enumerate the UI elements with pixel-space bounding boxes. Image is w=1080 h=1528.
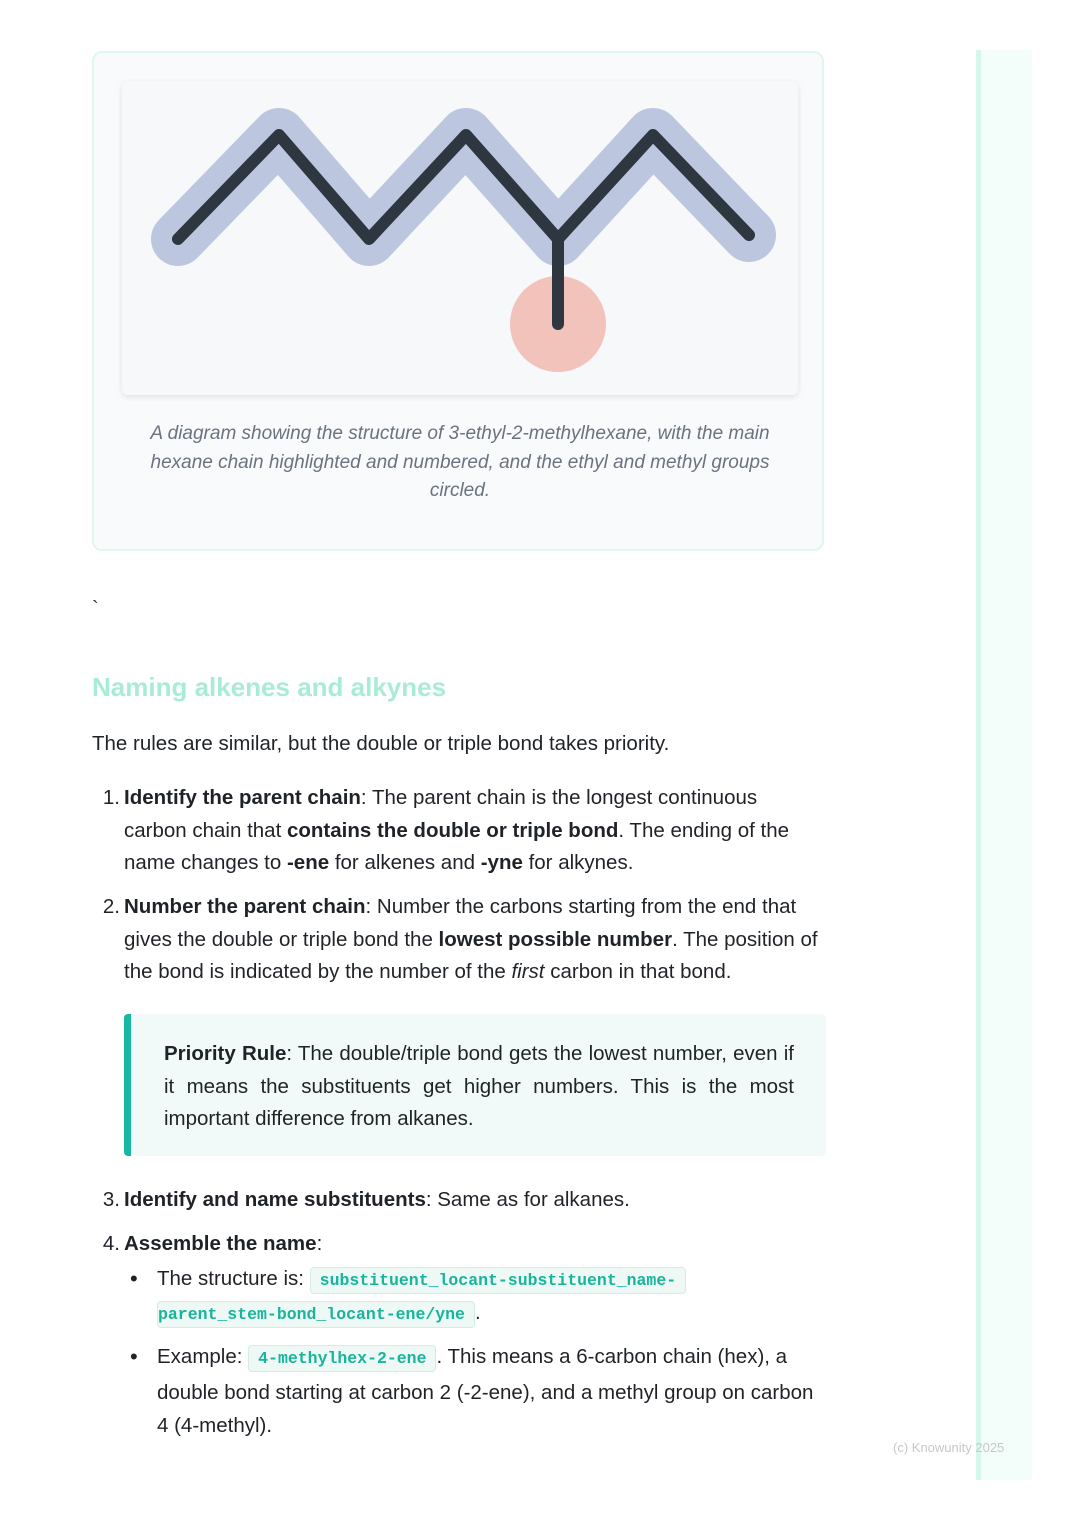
step-text: : (316, 1232, 323, 1255)
callout-title: Priority Rule (164, 1042, 287, 1065)
bullet-text: . This means a 6-carbon chain (hex), a double bond starting at carbon 2 (-2-ene), and a methyl group on carbon 4 (4-methyl). (157, 1345, 814, 1437)
step-number-parent-chain (124, 891, 826, 989)
emphasis: lowest possible number (438, 927, 673, 951)
figure-caption: A diagram showing the structure of 3-ethyl-2-methylhexane, with the main hexane chain highlighted and numbered, and the ethyl and methyl groups circled. (150, 423, 770, 501)
bullet-label: Example: (157, 1345, 249, 1368)
step-text: : Same as for alkanes. (425, 1188, 630, 1211)
bullet-dot: • (130, 1266, 138, 1291)
side-rail-background (976, 50, 1032, 1480)
copyright-footer: (c) Knowunity 2025 (893, 1440, 1005, 1455)
step-title: Identify and name substituents (124, 1188, 426, 1211)
step-number: 4. (102, 1232, 120, 1255)
step-text: . The position of the bond is indicated by the number of the (124, 927, 818, 983)
code-chip: parent_stem-bond_locant-ene/yne (157, 1301, 475, 1328)
bullet-example (157, 1340, 825, 1443)
molecule-svg (122, 81, 798, 395)
step-title: Number the parent chain (124, 895, 366, 918)
step-text: : The parent chain is the longest continuous carbon chain that (124, 786, 758, 842)
step-text: for alkenes and (329, 851, 481, 874)
step-assemble-name (124, 1228, 824, 1261)
side-rail (976, 50, 981, 1480)
step-title: Assemble the name (124, 1232, 317, 1255)
section-heading: Naming alkenes and alkynes (92, 672, 447, 702)
bullet-label: The structure is: (157, 1267, 310, 1290)
intro-text: The rules are similar, but the double or triple bond takes priority. (92, 732, 670, 755)
step-number: 3. (102, 1188, 120, 1211)
emphasis: -ene (286, 851, 330, 874)
bullet-structure (157, 1262, 757, 1298)
emphasis: contains the double or triple bond (286, 818, 619, 842)
bullet-dot: • (130, 1344, 138, 1369)
figure-card (92, 51, 824, 551)
step-identify-substituents (124, 1184, 824, 1217)
molecule-diagram (122, 81, 798, 395)
step-text: for alkynes. (522, 851, 634, 874)
code-chip: 4-methylhex-2-ene (248, 1345, 436, 1372)
bullet-structure-cont (157, 1296, 757, 1332)
step-text: . The ending of the name changes to (124, 818, 789, 874)
stray-mark: ` (92, 598, 99, 620)
emphasis-italic: first (511, 960, 545, 983)
emphasis: -yne (480, 851, 523, 874)
callout-body: : The double/triple bond gets the lowest number, even if it means the substituents get higher numbers. This is the most important difference from alkanes. (164, 1042, 794, 1130)
bullet-text: . (474, 1301, 481, 1324)
priority-rule-callout (124, 1014, 826, 1156)
step-identify-parent-chain (124, 782, 824, 880)
step-number: 2. (102, 895, 120, 918)
callout-text (164, 1038, 794, 1136)
step-number: 1. (102, 786, 120, 809)
step-text: : Number the carbons starting from the end that gives the double or triple bond the (124, 895, 797, 951)
code-chip: substituent_locant-substituent_name- (310, 1267, 686, 1294)
step-title: Identify the parent chain (124, 786, 361, 809)
step-text: carbon in that bond. (544, 960, 732, 983)
